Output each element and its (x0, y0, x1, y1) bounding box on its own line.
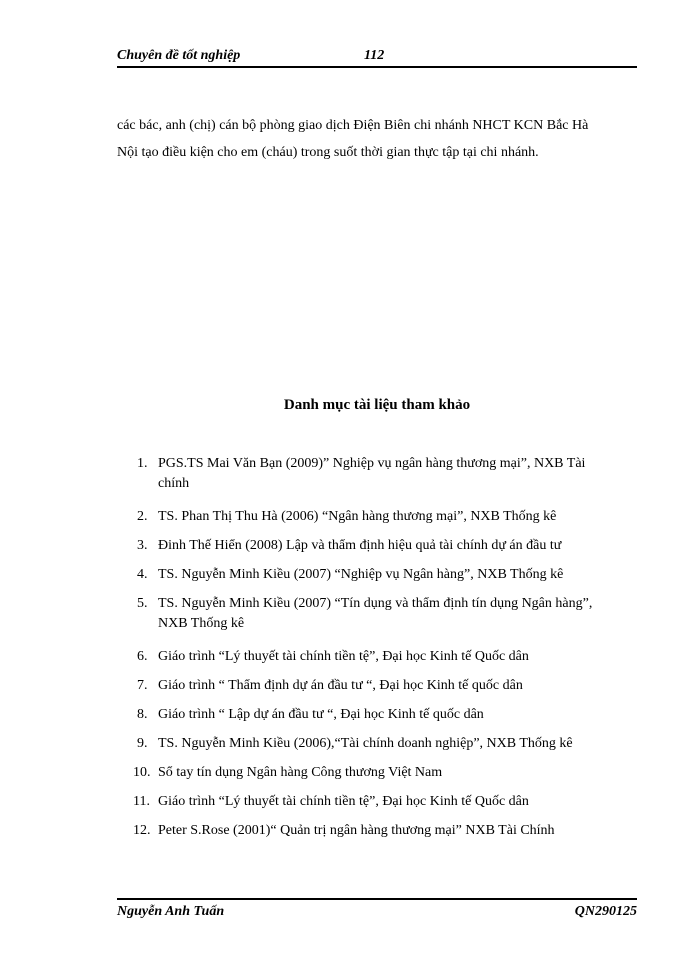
reference-text: Giáo trình “Lý thuyết tài chính tiền tệ”, Đại học Kinh tế Quốc dân (158, 649, 529, 664)
reference-line: TS. Nguyễn Minh Kiều (2007) “Tín dụng và thẩm định tín dụng Ngân hàng”, (158, 596, 593, 611)
page-header (117, 48, 637, 68)
reference-number: 10. (133, 765, 151, 780)
reference-number: 6. (137, 649, 148, 664)
header-divider (117, 66, 637, 68)
page-number: 112 (364, 48, 385, 63)
footer-divider (117, 898, 637, 900)
reference-number: 3. (137, 538, 148, 553)
intro-line: các bác, anh (chị) cán bộ phòng giao dịch Điện Biên chi nhánh NHCT KCN Bắc Hà (117, 118, 589, 133)
reference-text: Giáo trình “ Thẩm định dự án đầu tư “, Đại học Kinh tế quốc dân (158, 678, 523, 693)
reference-line: PGS.TS Mai Văn Bạn (2009)” Nghiệp vụ ngân hàng thương mại”, NXB Tài (158, 456, 586, 471)
reference-number: 5. (137, 596, 148, 611)
reference-number: 12. (133, 823, 151, 838)
reference-number: 9. (137, 736, 148, 751)
references-heading: Danh mục tài liệu tham khảo (283, 397, 471, 413)
reference-number: 7. (137, 678, 148, 693)
reference-text: Giáo trình “ Lập dự án đầu tư “, Đại học Kinh tế quốc dân (158, 707, 484, 722)
reference-number: 2. (137, 509, 148, 524)
intro-line: Nội tạo điều kiện cho em (cháu) trong suốt thời gian thực tập tại chi nhánh. (117, 145, 539, 160)
reference-text (158, 594, 638, 634)
reference-line: NXB Thống kê (158, 616, 245, 631)
reference-text: Đinh Thế Hiển (2008) Lập và thẩm định hiệu quả tài chính dự án đầu tư (158, 538, 562, 553)
reference-text: Giáo trình “Lý thuyết tài chính tiền tệ”, Đại học Kinh tế Quốc dân (158, 794, 529, 809)
intro-paragraph (117, 112, 635, 166)
reference-number: 4. (137, 567, 148, 582)
reference-number: 1. (137, 456, 148, 471)
author-name: Nguyễn Anh Tuấn (117, 904, 225, 919)
document-title: Chuyên đề tốt nghiệp (117, 48, 241, 63)
reference-number: 11. (133, 794, 150, 809)
reference-number: 8. (137, 707, 148, 722)
reference-text: TS. Nguyễn Minh Kiều (2007) “Nghiệp vụ Ngân hàng”, NXB Thống kê (158, 567, 564, 582)
student-code: QN290125 (574, 904, 637, 919)
reference-text: TS. Phan Thị Thu Hà (2006) “Ngân hàng thương mại”, NXB Thống kê (158, 509, 557, 524)
reference-text: Sổ tay tín dụng Ngân hàng Công thương Việt Nam (158, 765, 443, 780)
reference-text (158, 454, 638, 494)
reference-text: TS. Nguyễn Minh Kiều (2006),“Tài chính doanh nghiệp”, NXB Thống kê (158, 736, 573, 751)
reference-text: Peter S.Rose (2001)“ Quản trị ngân hàng thương mại” NXB Tài Chính (158, 823, 555, 838)
reference-line: chính (158, 476, 190, 491)
